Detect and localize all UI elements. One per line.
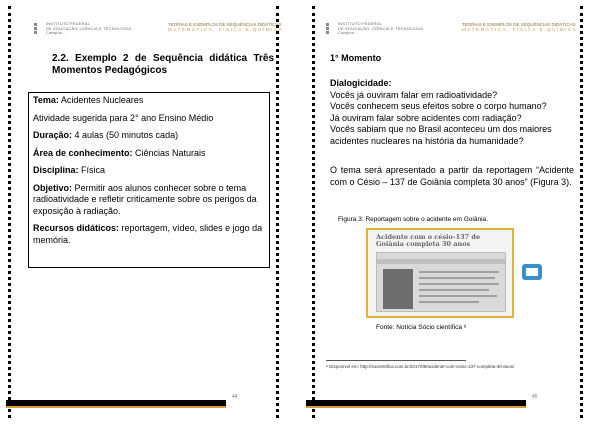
newspaper-image	[376, 252, 506, 312]
institution-line: DE EDUCAÇÃO, CIÊNCIA E TECNOLOGIA	[338, 25, 424, 31]
footnote-rule	[326, 360, 466, 361]
series-header	[168, 22, 283, 32]
page-border-right	[580, 6, 583, 418]
page-number: 44	[232, 394, 238, 400]
question-item: Já ouviram falar sobre acidentes com radiação?	[330, 112, 522, 123]
institution-line: DE EDUCAÇÃO, CIÊNCIA E TECNOLOGIA	[46, 25, 132, 31]
series-header	[462, 22, 577, 32]
newspaper-badge-icon	[522, 264, 542, 280]
series-title: TEORIAS E EXEMPLOS DE SEQUÊNCIAS DIDÁTICAS	[168, 22, 282, 27]
institution-logo-icon	[34, 22, 42, 36]
right-page	[306, 0, 600, 424]
institution-name	[46, 22, 131, 36]
institution-logo-icon	[326, 22, 334, 36]
series-subtitle: MATEMÁTICA, FÍSICA E QUÍMICA	[462, 27, 578, 32]
person-photo-icon	[383, 269, 413, 309]
footer-accent	[6, 406, 226, 408]
question-item: Vocês já ouviram falar em radioatividade?	[330, 89, 498, 100]
theme-field: Tema: Acidentes Nucleares	[33, 95, 144, 105]
dialog-block	[330, 78, 574, 147]
section-title: 2.2. Exemplo 2 de Sequência didática Três Momentos Pedagógicos	[52, 53, 274, 76]
moment-title: 1° Momento	[330, 53, 382, 63]
objective-field: Objetivo: Permitir aos alunos conhecer sobre o tema radioatividade e refletir criticamente sobre os perigos da exposição à radiação.	[33, 182, 257, 216]
activity-info-box	[28, 92, 270, 268]
institution-name	[338, 22, 423, 36]
resources-field: Recursos didáticos: reportagem, vídeo, slides e jogo da memória.	[33, 223, 263, 245]
page-border-left	[8, 6, 11, 418]
page-border-left	[312, 6, 315, 418]
institution-line: INSTITUTO FEDERAL	[46, 21, 90, 26]
institution-line: Campos...	[46, 30, 67, 35]
question-item: Vocês conhecem seus efeitos sobre o corpo humano?	[330, 101, 547, 111]
footnote: ⁸ Disponível em: http://socientifica.com.br/2017/09/acidente-com-cesio-137-completa-30-anos/	[326, 364, 515, 369]
series-subtitle: MATEMÁTICA, FÍSICA E QUÍMICA	[168, 27, 284, 32]
grade-field: Atividade sugerida para 2° ano Ensino Médio	[33, 112, 214, 123]
series-title: TEORIAS E EXEMPLOS DE SEQUÊNCIAS DIDÁTICAS	[462, 22, 576, 27]
knowledge-area-field: Área de conhecimento: Ciências Naturais	[33, 147, 206, 158]
footer-accent	[306, 406, 526, 408]
discipline-field: Disciplina: Física	[33, 165, 106, 175]
intro-paragraph: O tema será apresentado a partir da reportagem “Acidente com o Césio – 137 de Goiânia completa 30 anos” (Figura 3).	[330, 165, 574, 187]
figure-caption: Figura 3: Reportagem sobre o acidente em Goiânia.	[338, 216, 488, 223]
news-report-figure	[366, 228, 514, 318]
page-number: 45	[532, 394, 538, 400]
page-border-right	[276, 6, 279, 418]
left-page	[0, 0, 294, 424]
duration-field: Duração: 4 aulas (50 minutos cada)	[33, 130, 179, 140]
institution-line: Campos...	[338, 30, 359, 35]
institution-line: INSTITUTO FEDERAL	[338, 21, 382, 26]
news-headline: Acidente com o césio-137 de Goiânia completa 30 anos	[376, 233, 481, 248]
source-caption: Fonte: Notícia Sócio científica ⁸	[376, 324, 467, 331]
question-item: Vocês sabiam que no Brasil aconteceu um dos maiores acidentes nucleares na história da humanidade?	[330, 124, 552, 146]
dialog-heading: Dialogicidade:	[330, 78, 392, 88]
